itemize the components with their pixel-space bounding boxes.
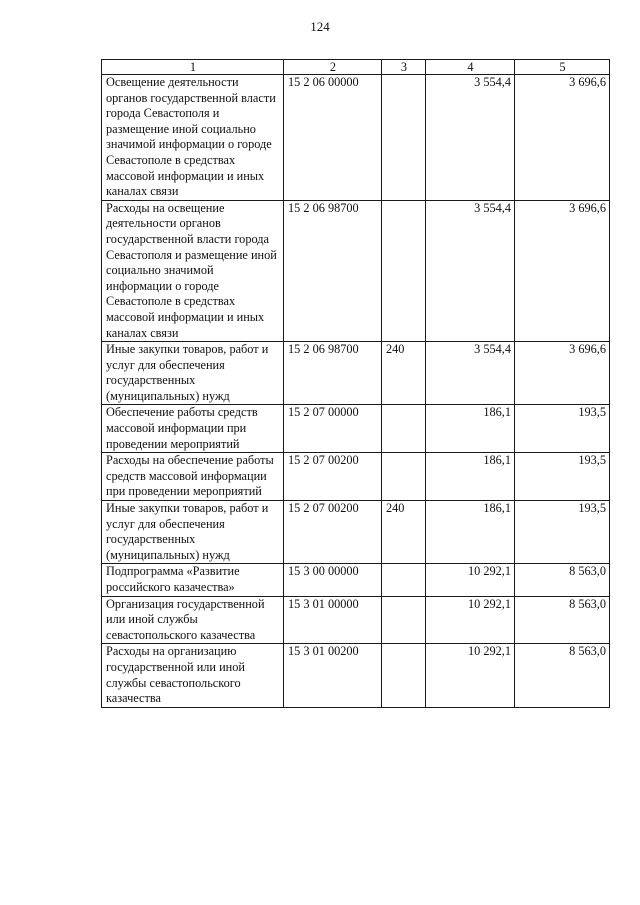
row-sum2-cell: 3 696,6 [515,342,610,405]
table-row [102,342,610,405]
row-sum2-cell: 8 563,0 [515,596,610,644]
row-name-cell: Иные закупки товаров, работ и услуг для обеспечения государственных (муниципальных) нужд [102,501,284,564]
row-sum2-cell: 193,5 [515,453,610,501]
row-name-cell: Расходы на организацию государственной или иной службы севастопольского казачества [102,644,284,707]
row-type-cell: 240 [382,501,426,564]
row-type-cell [382,453,426,501]
table-row [102,644,610,707]
row-code-cell: 15 2 07 00000 [284,405,382,453]
row-code-cell: 15 3 01 00000 [284,596,382,644]
row-code-cell: 15 2 06 00000 [284,75,382,201]
row-type-cell: 240 [382,342,426,405]
row-name-cell: Расходы на освещение деятельности органов государственной власти города Севастополя и размещение иной социально значимой информации о городе Севастополе в средствах массовой информации и иных каналах связи [102,200,284,341]
row-sum1-cell: 10 292,1 [426,644,515,707]
row-type-cell [382,75,426,201]
row-code-cell: 15 3 00 00000 [284,564,382,596]
row-name-cell: Расходы на обеспечение работы средств массовой информации при проведении мероприятий [102,453,284,501]
row-sum2-cell: 193,5 [515,501,610,564]
row-sum2-cell: 3 696,6 [515,75,610,201]
column-header-4: 4 [426,60,515,75]
row-name-cell: Подпрограмма «Развитие российского казачества» [102,564,284,596]
row-type-cell [382,405,426,453]
row-type-cell [382,596,426,644]
budget-table [101,59,610,708]
row-code-cell: 15 2 07 00200 [284,453,382,501]
row-sum1-cell: 186,1 [426,405,515,453]
column-header-2: 2 [284,60,382,75]
table-row [102,564,610,596]
header-row [102,60,610,75]
column-header-3: 3 [382,60,426,75]
row-code-cell: 15 2 06 98700 [284,200,382,341]
column-header-1: 1 [102,60,284,75]
row-sum1-cell: 10 292,1 [426,596,515,644]
table-row [102,596,610,644]
row-code-cell: 15 2 07 00200 [284,501,382,564]
row-sum2-cell: 3 696,6 [515,200,610,341]
row-name-cell: Освещение деятельности органов государственной власти города Севастополя и размещение иной социально значимой информации о городе Севастополе в средствах массовой информации и иных каналах связи [102,75,284,201]
row-code-cell: 15 3 01 00200 [284,644,382,707]
table-row [102,405,610,453]
row-sum1-cell: 3 554,4 [426,342,515,405]
row-type-cell [382,644,426,707]
row-code-cell: 15 2 06 98700 [284,342,382,405]
row-name-cell: Иные закупки товаров, работ и услуг для обеспечения государственных (муниципальных) нужд [102,342,284,405]
table-row [102,501,610,564]
row-sum2-cell: 8 563,0 [515,644,610,707]
row-name-cell: Обеспечение работы средств массовой информации при проведении мероприятий [102,405,284,453]
row-sum1-cell: 186,1 [426,501,515,564]
row-type-cell [382,200,426,341]
row-sum2-cell: 193,5 [515,405,610,453]
row-type-cell [382,564,426,596]
page-number: 124 [310,19,330,34]
table-row [102,75,610,201]
row-sum2-cell: 8 563,0 [515,564,610,596]
table-row [102,453,610,501]
column-header-5: 5 [515,60,610,75]
row-sum1-cell: 3 554,4 [426,75,515,201]
row-sum1-cell: 10 292,1 [426,564,515,596]
row-name-cell: Организация государственной или иной службы севастопольского казачества [102,596,284,644]
row-sum1-cell: 186,1 [426,453,515,501]
table-row [102,200,610,341]
row-sum1-cell: 3 554,4 [426,200,515,341]
